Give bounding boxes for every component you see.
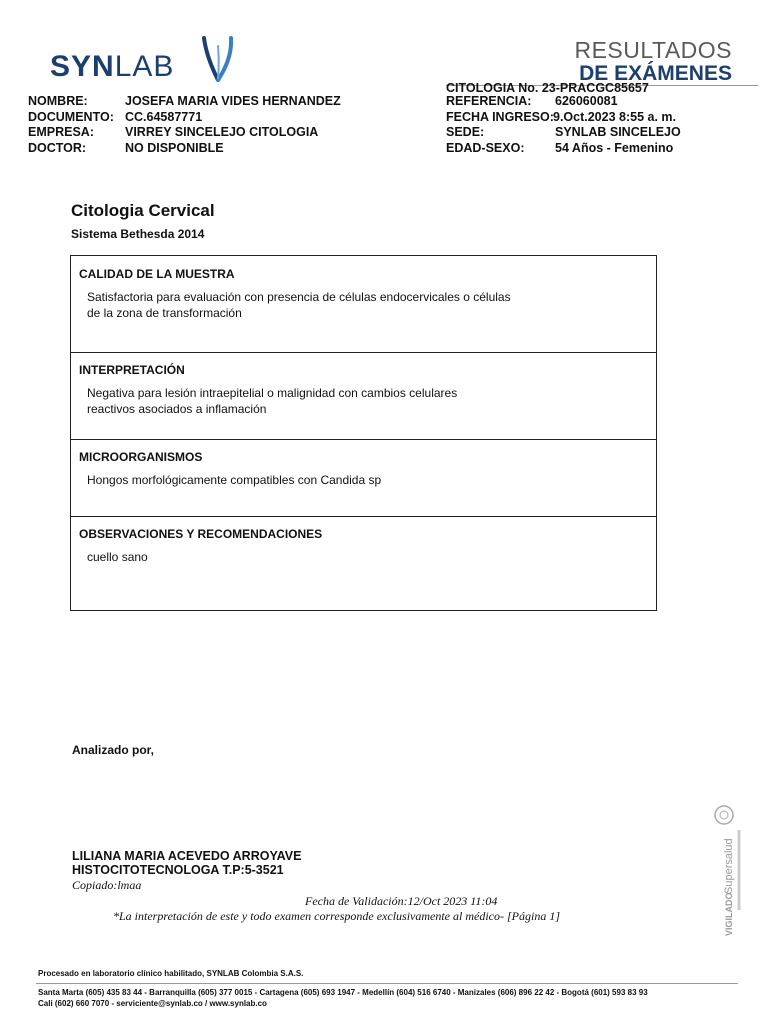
nombre-value: JOSEFA MARIA VIDES HERNANDEZ [125,94,341,108]
nombre-label: NOMBRE: [28,94,88,108]
documento-value: CC.64587771 [125,109,203,124]
doctor-value: NO DISPONIBLE [125,140,224,155]
interpretacion-text [87,385,557,417]
doctor-label: DOCTOR: [28,140,87,155]
edad-sexo-value: 54 Años - Femenino [555,140,674,155]
vigilado-text-a: VIGILADO [724,892,734,936]
interpretation-note: *La interpretación de este y todo examen corresponde exclusivamente al médico- [Página 1] [113,909,560,923]
footer-processed: Procesado en laboratorio clínico habilitado, SYNLAB Colombia S.A.S. [38,969,304,978]
results-title [574,38,732,86]
result-section-observaciones [71,516,656,610]
edad-sexo-label: EDAD-SEXO: [446,140,525,155]
documento-label: DOCUMENTO: [28,109,114,124]
footer-contacts-line2: Cali (602) 660 7070 - serviciente@synlab.co / www.synlab.co [38,999,267,1008]
interpretacion-line-2: reactivos asociados a inflamación [87,402,267,416]
fecha-ingreso-value: 9.Oct.2023 8:55 a. m. [553,109,676,124]
footer-contacts-line1: Santa Marta (605) 435 83 44 - Barranquilla (605) 377 0015 - Cartagena (605) 693 1947 - Medellín (604) 516 6740 - Manizales (606) 896 22 42 - Bogotá (601) 593 83 93 [38,988,648,997]
result-section-interpretacion [71,352,656,440]
analizado-label: Analizado por, [72,743,155,757]
results-title-line2: DE EXÁMENES [579,62,732,85]
calidad-text [87,289,557,321]
microorganismos-heading: MICROORGANISMOS [79,450,203,464]
synlab-leaf-icon [198,36,238,84]
calidad-heading: CALIDAD DE LA MUESTRA [79,267,235,281]
copiado-text: Copiado:lmaa [72,878,142,892]
calidad-line-2: de la zona de transformación [87,306,242,320]
footer-divider [36,983,738,984]
interpretacion-line-1: Negativa para lesión intraepitelial o malignidad con cambios celulares [87,386,458,400]
results-title-line1: RESULTADOS [574,37,732,63]
signer-title: HISTOCITOTECNOLOGA T.P:5-3521 [72,863,284,877]
interpretacion-heading: INTERPRETACIÓN [79,363,185,377]
signer-name: LILIANA MARIA ACEVEDO ARROYAVE [72,849,302,863]
sede-value: SYNLAB SINCELEJO [555,125,681,139]
microorganismos-text [87,472,557,488]
empresa-label: EMPRESA: [28,125,94,139]
observaciones-text [87,549,557,565]
result-section-calidad [71,256,656,353]
vigilado-text-b: Supersalud [723,838,735,894]
observaciones-line-1: cuello sano [87,550,148,564]
empresa-value: VIRREY SINCELEJO CITOLOGIA [125,125,319,139]
sede-label: SEDE: [446,125,485,139]
logo-wordmark: SYNLAB [50,50,175,83]
calidad-line-1: Satisfactoria para evaluación con presencia de células endocervicales o células [87,290,511,304]
synlab-logo [50,36,240,84]
referencia-value: 626060081 [555,94,618,108]
validation-date: Fecha de Validación:12/Oct 2023 11:04 [305,894,498,908]
fecha-ingreso-label: FECHA INGRESO: [446,109,554,124]
vigilado-supersalud-seal [706,800,750,940]
results-table [70,255,657,611]
microorganismos-line-1: Hongos morfológicamente compatibles con Candida sp [87,473,382,487]
section-title: Citologia Cervical [71,201,215,220]
observaciones-heading: OBSERVACIONES Y RECOMENDACIONES [79,527,323,541]
citologia-number: CITOLOGIA No. 23-PRACGC85657 [446,81,649,95]
result-section-microorganismos [71,439,656,517]
referencia-label: REFERENCIA: [446,94,532,108]
section-subtitle: Sistema Bethesda 2014 [71,227,205,241]
